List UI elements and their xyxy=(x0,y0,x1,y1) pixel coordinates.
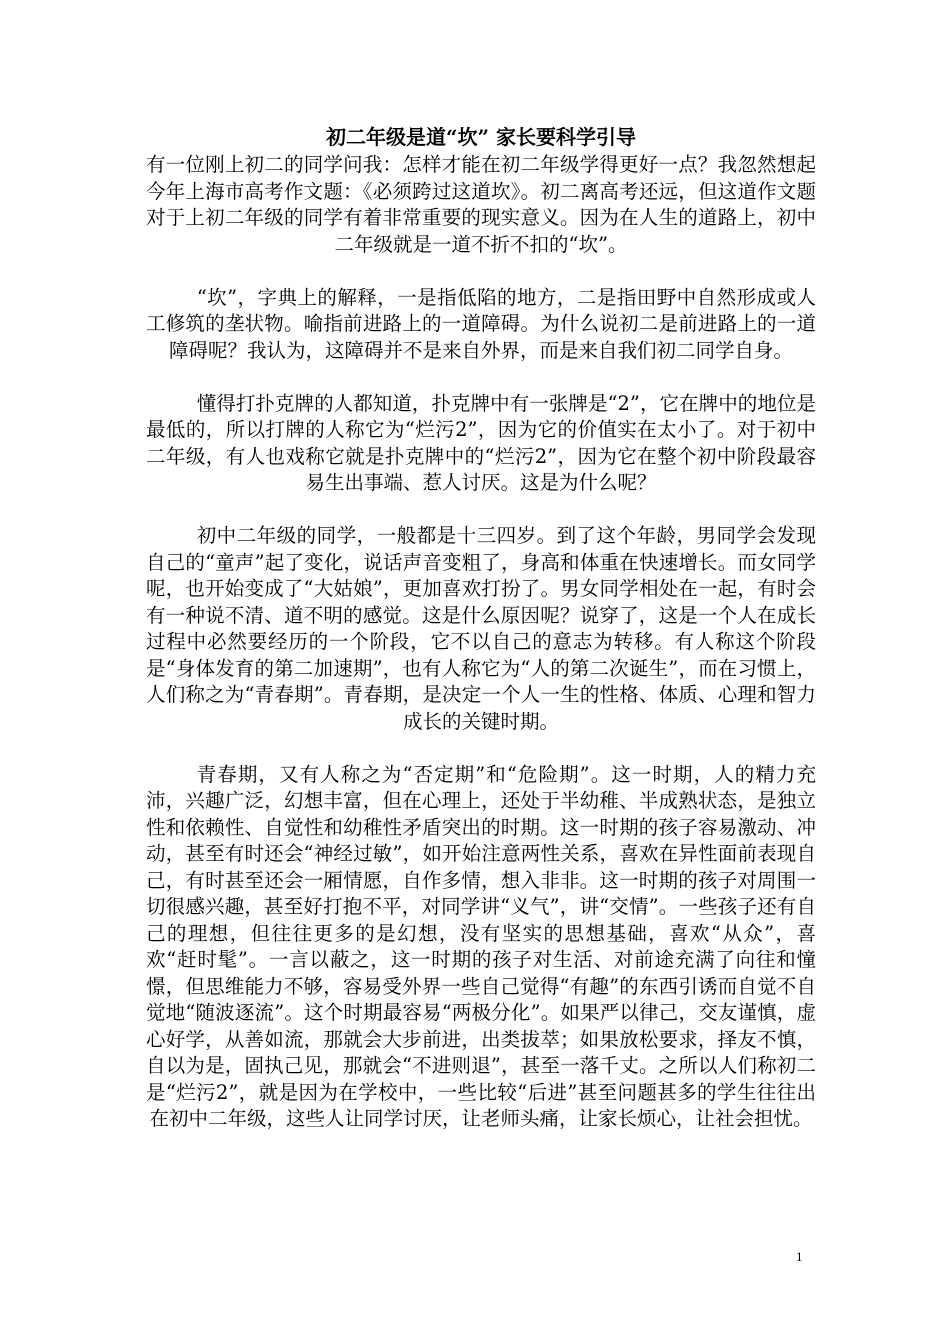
paragraph-spacer xyxy=(146,258,816,285)
paragraph-3: 懂得打扑克牌的人都知道，扑克牌中有一张牌是“2”，它在牌中的地位是最低的，所以打牌的人称它为“烂污2”，因为它的价值实在太小了。对于初中二年级，有人也戏称它就是扑克牌中的“烂污2”，因为它在整个初中阶段最容易生出事端、惹人讨厌。这是为什么呢？ xyxy=(146,391,816,494)
paragraph-4: 初中二年级的同学，一般都是十三四岁。到了这个年龄，男同学会发现自己的“童声”起了变化，说话声音变粗了，身高和体重在快速增长。而女同学呢，也开始变成了“大姑娘”，更加喜欢打扮了。男女同学相处在一起，有时会有一种说不清、道不明的感觉。这是什么原因呢？说穿了，这是一个人在成长过程中必然要经历的一个阶段，它不以自己的意志为转移。有人称这个阶段是“身体发育的第二加速期”，也有人称它为“人的第二次诞生”，而在习惯上，人们称之为“青春期”。青春期，是决定一个人一生的性格、体质、心理和智力成长的关键时期。 xyxy=(146,524,816,733)
document-title: 初二年级是道“坎” 家长要科学引导 xyxy=(326,125,636,149)
paragraph-2: “坎”，字典上的解释，一是指低陷的地方，二是指田野中自然形成或人工修筑的垄状物。喻指前进路上的一道障碍。为什么说初二是前进路上的一道障碍呢？我认为，这障碍并不是来自外界，而是来自我们初二同学自身。 xyxy=(146,285,816,362)
paragraph-spacer xyxy=(146,364,816,391)
paragraph-1: 有一位刚上初二的同学问我：怎样才能在初二年级学得更好一点？我忽然想起今年上海市高考作文题：《必须跨过这道坎》。初二离高考还远，但这道作文题对于上初二年级的同学有着非常重要的现实意义。因为在人生的道路上，初中二年级就是一道不折不扣的“坎”。 xyxy=(146,153,816,256)
paragraph-spacer xyxy=(146,735,816,762)
paragraph-spacer xyxy=(146,497,816,524)
document-body xyxy=(146,122,816,1133)
paragraph-5: 青春期，又有人称之为“否定期”和“危险期”。这一时期，人的精力充沛，兴趣广泛，幻想丰富，但在心理上，还处于半幼稚、半成熟状态，是独立性和依赖性、自觉性和幼稚性矛盾突出的时期。这一时期的孩子容易激动、冲动，甚至有时还会“神经过敏”，如开始注意两性关系，喜欢在异性面前表现自己，有时甚至还会一厢情愿，自作多情，想入非非。这一时期的孩子对周围一切很感兴趣，甚至好打抱不平，对同学讲“义气”，讲“交情”。一些孩子还有自己的理想，但往往更多的是幻想，没有坚实的思想基础，喜欢“从众”，喜欢“赶时髦”。一言以蔽之，这一时期的孩子对生活、对前途充满了向往和憧憬，但思维能力不够，容易受外界一些自己觉得“有趣”的东西引诱而自觉不自觉地“随波逐流”。这个时期最容易“两极分化”。如果严以律己，交友谨慎，虚心好学，从善如流，那就会大步前进，出类拔萃；如果放松要求，择友不慎，自以为是，固执己见，那就会“不进则退”，甚至一落千丈。之所以人们称初二是“烂污2”，就是因为在学校中，一些比较“后进”甚至问题甚多的学生往往出在初中二年级，这些人让同学讨厌，让老师头痛，让家长烦心，让社会担忧。 xyxy=(146,762,816,1130)
page-number: 1 xyxy=(796,1249,803,1264)
